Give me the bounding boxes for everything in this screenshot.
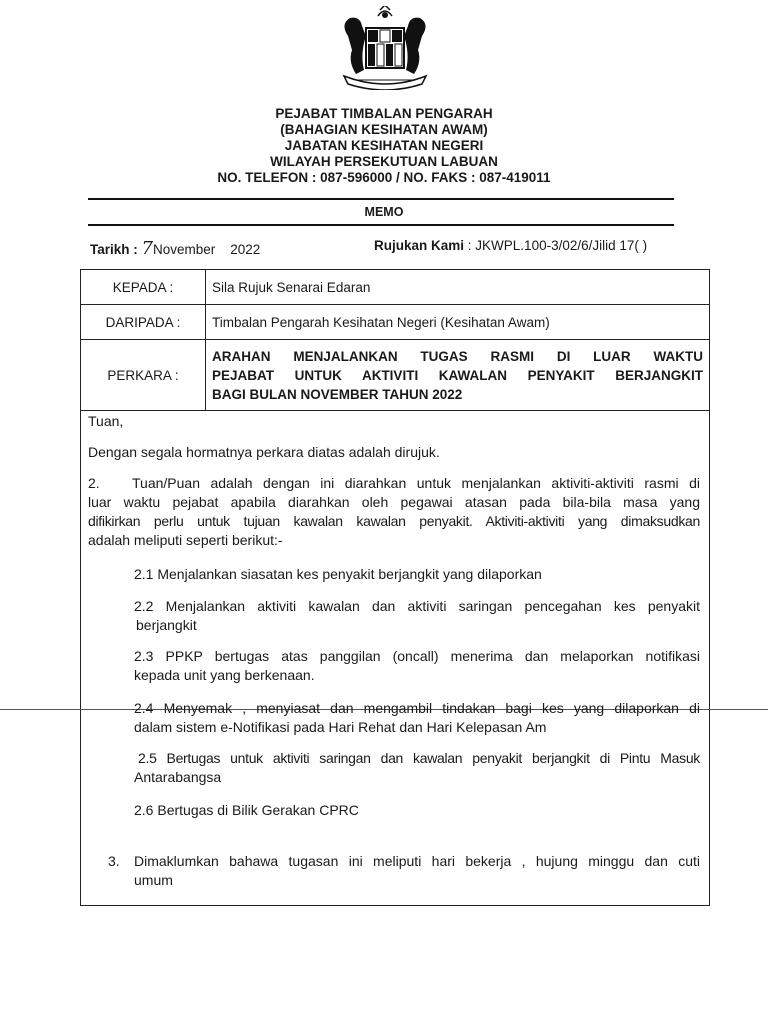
paragraph-line: luar waktu pejabat apabila diarahkan oleh pegawai atasan pada bila-bila masa yang	[88, 494, 700, 510]
paragraph-3-number: 3.	[108, 853, 120, 869]
paragraph-line: umum	[134, 872, 173, 888]
daripada-label: DARIPADA :	[81, 305, 206, 340]
paragraph-2	[88, 474, 700, 550]
item-2-1: 2.1 Menjalankan siasatan kes penyakit berjangkit yang dilaporkan	[134, 566, 542, 582]
item-2-2	[134, 597, 700, 635]
subject-line: ARAHAN MENJALANKAN TUGAS RASMI DI LUAR WAKTU	[212, 348, 703, 364]
paragraph-2-number: 2.	[88, 475, 100, 491]
paragraph-line: Tuan/Puan adalah dengan ini diarahkan untuk menjalankan aktiviti-aktiviti rasmi di	[132, 475, 700, 491]
table-row	[81, 270, 710, 305]
paragraph-line: Dimaklumkan bahawa tugasan ini meliputi hari bekerja , hujung minggu dan cuti	[134, 853, 700, 869]
table-row	[81, 340, 710, 411]
memo-rule	[88, 224, 674, 226]
office-header	[0, 106, 768, 186]
item-line: Antarabangsa	[134, 769, 222, 785]
item-line: berjangkit	[136, 617, 197, 633]
table-row	[81, 305, 710, 340]
subject-line: PEJABAT UNTUK AKTIVITI KAWALAN PENYAKIT BERJANGKIT	[212, 367, 703, 383]
header-rule	[88, 198, 674, 200]
daripada-value: Timbalan Pengarah Kesihatan Negeri (Kesihatan Awam)	[206, 305, 710, 340]
item-line: kepada unit yang berkenaan.	[134, 667, 315, 683]
item-2-6: 2.6 Bertugas di Bilik Gerakan CPRC	[134, 802, 359, 818]
header-contact: NO. TELEFON : 087-596000 / NO. FAKS : 087-419011	[217, 170, 551, 185]
date-month: November	[152, 242, 216, 257]
subject-line: BAGI BULAN NOVEMBER TAHUN 2022	[212, 386, 463, 402]
item-2-4	[134, 699, 700, 737]
item-2-5	[134, 749, 700, 787]
memo-info-table	[80, 269, 710, 411]
paragraph-3	[134, 852, 700, 890]
item-line: 2.4 Menyemak , menyiasat dan mengambil tindakan bagi kes yang dilaporkan di	[134, 700, 700, 716]
date-day: 7	[141, 238, 153, 259]
header-division: (BAHAGIAN KESIHATAN AWAM)	[280, 122, 488, 137]
kepada-value: Sila Rujuk Senarai Edaran	[206, 270, 710, 305]
reference-label: Rujukan Kami	[374, 238, 465, 253]
coat-of-arms-logo	[326, 6, 444, 90]
date-year: 2022	[230, 242, 261, 257]
item-line: 2.5 Bertugas untuk aktiviti saringan dan kawalan penyakit berjangkit di Pintu Masuk	[138, 750, 700, 766]
header-department: JABATAN KESIHATAN NEGERI	[284, 138, 484, 153]
header-office: PEJABAT TIMBALAN PENGARAH	[275, 106, 493, 121]
reference-field	[374, 238, 647, 253]
intro-paragraph: Dengan segala hormatnya perkara diatas adalah dirujuk.	[88, 444, 440, 460]
item-line: 2.3 PPKP bertugas atas panggilan (oncall) menerima dan melaporkan notifikasi	[134, 648, 700, 664]
paragraph-line: adalah meliputi seperti berikut:-	[88, 532, 283, 548]
perkara-subject	[206, 340, 710, 411]
perkara-label: PERKARA :	[81, 340, 206, 411]
header-state: WILAYAH PERSEKUTUAN LABUAN	[270, 154, 498, 169]
item-line: dalam sistem e-Notifikasi pada Hari Rehat dan Hari Kelepasan Am	[134, 719, 547, 735]
memo-title: MEMO	[364, 205, 404, 219]
salutation: Tuan,	[88, 413, 124, 429]
kepada-label: KEPADA :	[81, 270, 206, 305]
paragraph-line: difikirkan perlu untuk tujuan kawalan kawalan penyakit. Aktiviti-aktiviti yang dimaksudkan	[88, 513, 700, 529]
reference-value: : JKWPL.100-3/02/6/Jilid 17( )	[467, 238, 648, 253]
date-label: Tarikh :	[90, 242, 138, 257]
item-2-3	[134, 647, 700, 685]
date-field	[90, 238, 260, 259]
item-line: 2.2 Menjalankan aktiviti kawalan dan aktiviti saringan pencegahan kes penyakit	[134, 598, 700, 614]
